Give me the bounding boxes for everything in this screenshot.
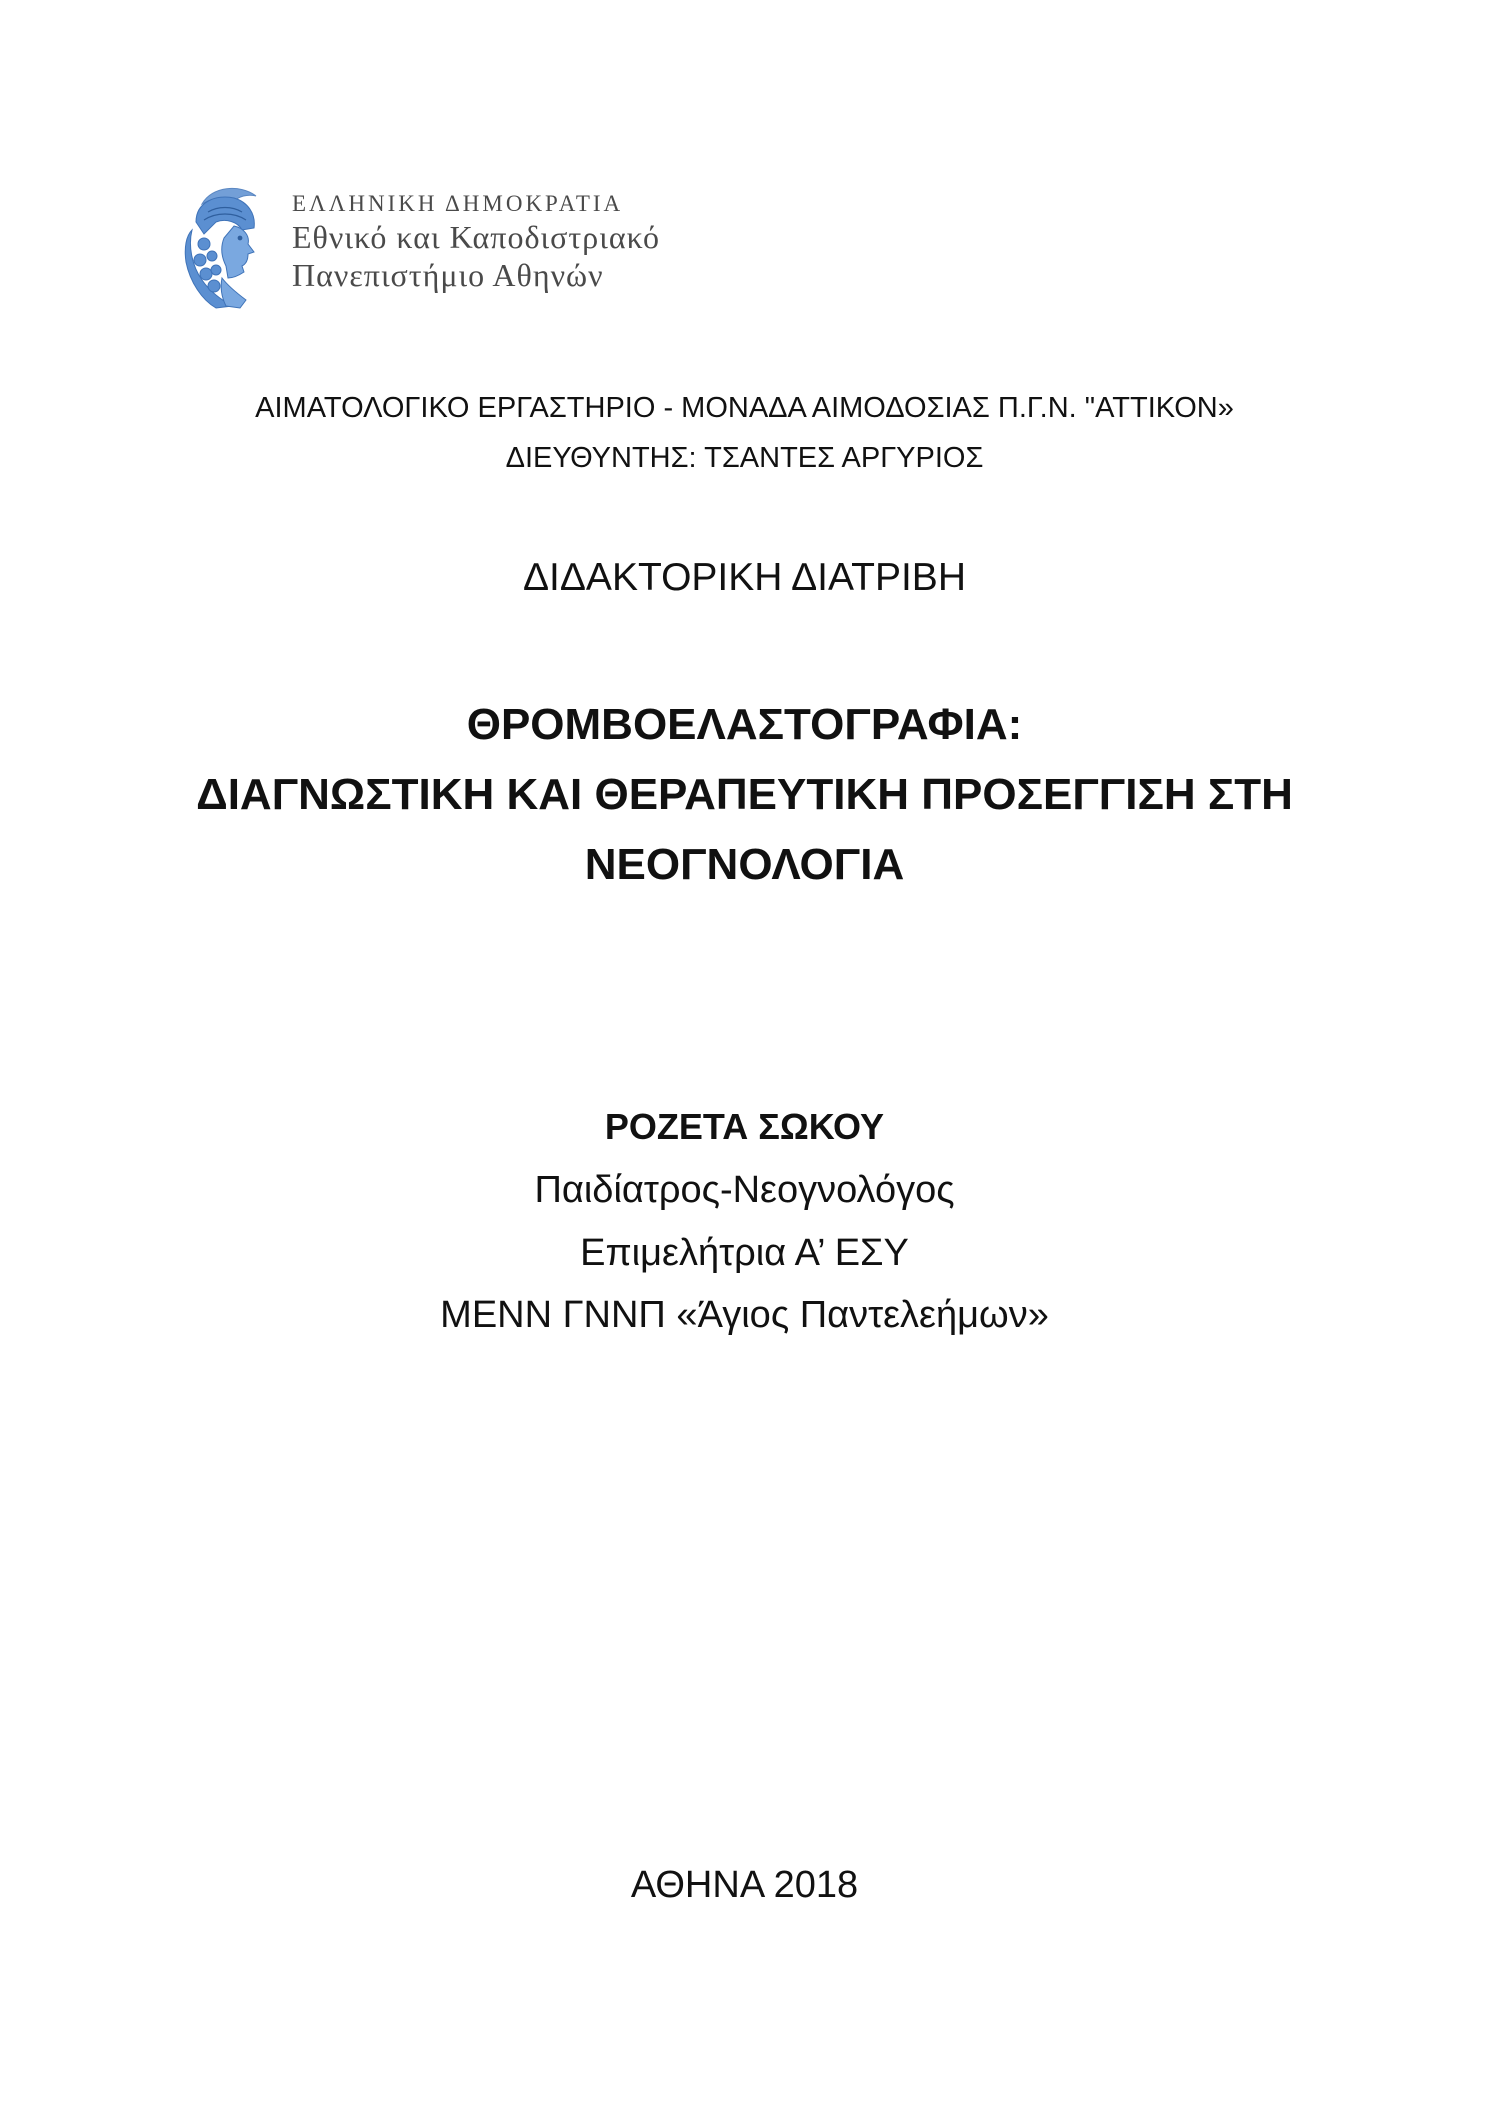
thesis-title [0, 690, 1489, 900]
title-line-3: ΝΕΟΓΝΟΛΟΓΙΑ [584, 840, 905, 889]
title-line-2: ΔΙΑΓΝΩΣΤΙΚΗ ΚΑΙ ΘΕΡΑΠΕΥΤΙΚΗ ΠΡΟΣΕΓΓΙΣΗ ΣΤΗ [196, 770, 1293, 819]
place-and-year: ΑΘΗΝΑ 2018 [630, 1864, 859, 1906]
title-line-1: ΘΡΟΜΒΟΕΛΑΣΤΟΓΡΑΦΙΑ: [466, 700, 1023, 749]
laboratory-name: ΑΙΜΑΤΟΛΟΓΙΚΟ ΕΡΓΑΣΤΗΡΙΟ - ΜΟΝΑΔΑ ΑΙΜΟΔΟΣΙΑΣ Π.Γ.Ν. "ΑΤΤΙΚΟΝ» [255, 392, 1234, 424]
athena-head-emblem-icon [182, 182, 270, 310]
university-name [292, 190, 660, 294]
author-position: Επιμελήτρια Α’ ΕΣΥ [580, 1232, 909, 1274]
document-type: ΔΙΔΑΚΤΟΡΙΚΗ ΔΙΑΤΡΙΒΗ [523, 556, 966, 599]
logo-line-university-name: Εθνικό και Καποδιστριακό [292, 219, 660, 255]
university-logo [182, 182, 742, 312]
author-specialty: Παιδίατρος-Νεογνολόγος [534, 1169, 955, 1211]
logo-line-university-city: Πανεπιστήμιο Αθηνών [292, 257, 604, 293]
author-affiliation: ΜΕΝΝ ΓΝΝΠ «Άγιος Παντελεήμων» [440, 1294, 1049, 1336]
director-line: ΔΙΕΥΘΥΝΤΗΣ: ΤΣΑΝΤΕΣ ΑΡΓΥΡΙΟΣ [505, 442, 984, 474]
logo-line-hellenic-republic: ΕΛΛΗΝΙΚΗ ΔΗΜΟΚΡΑΤΙΑ [292, 191, 624, 216]
author-name: ΡΟΖΕΤΑ ΣΩΚΟΥ [604, 1106, 885, 1147]
